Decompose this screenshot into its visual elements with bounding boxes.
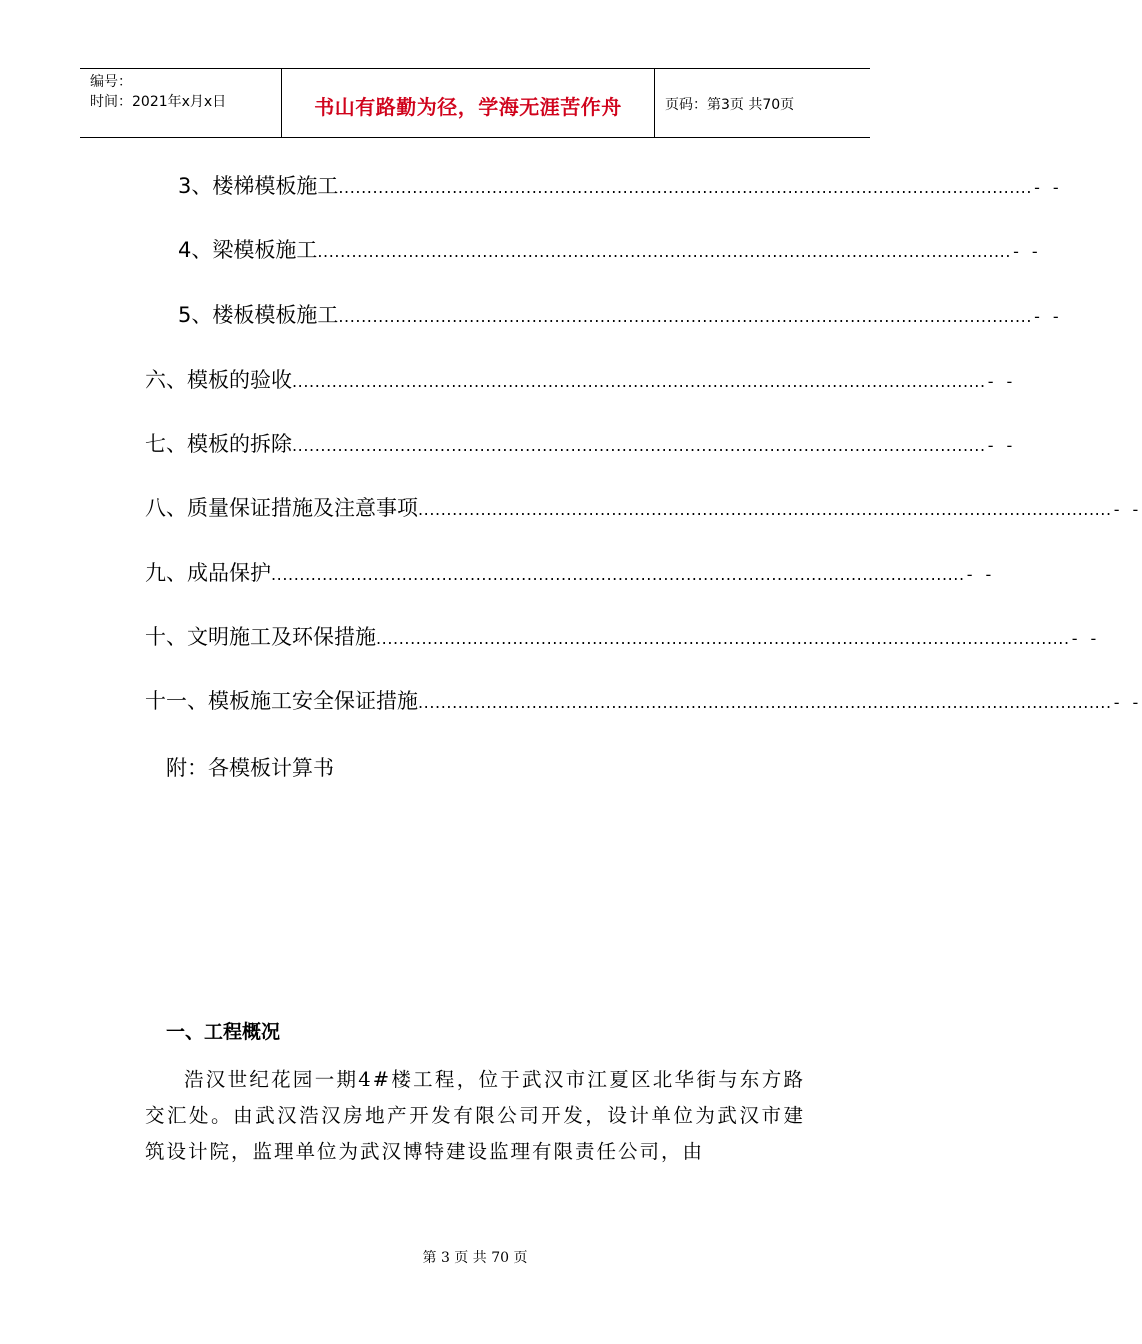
toc-entry-tail: - -: [966, 565, 996, 584]
toc-entry[interactable]: [145, 624, 1101, 652]
toc-entry[interactable]: [145, 431, 1017, 459]
toc-entry-tail: - -: [1034, 178, 1063, 197]
toc-entry-label: 七、模板的拆除: [145, 432, 292, 456]
section-title: 一、工程概况: [166, 1021, 281, 1043]
page-code: 页码：第3页 共70页: [665, 97, 795, 113]
toc-entry-tail: - -: [1013, 242, 1042, 261]
toc-entry[interactable]: [145, 560, 996, 588]
toc-entry-tail: - -: [1113, 500, 1142, 519]
toc-leader-dots: ..........................................................................................................................: [338, 307, 1033, 326]
header-meta-cell: [80, 69, 281, 137]
header-page-cell: [655, 69, 870, 137]
toc-entry-label: 十一、模板施工安全保证措施: [145, 689, 418, 713]
motto-text: 书山有路勤为径，学海无涯苦作舟: [314, 95, 622, 119]
toc-entry-tail: - -: [1113, 693, 1142, 712]
toc-leader-dots: ..........................................................................................................................: [292, 436, 986, 455]
number-label: 编号：: [90, 74, 132, 90]
toc-entry-label: 八、质量保证措施及注意事项: [145, 496, 418, 520]
toc-leader-dots: ..........................................................................................................................: [338, 178, 1033, 197]
toc-entry-label: 六、模板的验收: [145, 368, 292, 392]
toc-entry[interactable]: [145, 688, 1142, 716]
header-motto-cell: [281, 69, 655, 137]
toc-leader-dots: ..........................................................................................................................: [418, 693, 1112, 712]
toc-entry-tail: - -: [987, 372, 1017, 391]
toc-entry[interactable]: [178, 302, 1063, 330]
toc-entry-label: 3、楼梯模板施工: [178, 174, 339, 198]
toc-entry-label: 九、成品保护: [145, 561, 271, 585]
toc-leader-dots: ..........................................................................................................................: [271, 565, 965, 584]
toc-leader-dots: ..........................................................................................................................: [317, 242, 1012, 261]
toc-entry-tail: - -: [1034, 307, 1063, 326]
section-paragraph: 浩汉世纪花园一期4#楼工程，位于武汉市江夏区北华街与东方路交汇处。由武汉浩汉房地产开发有限公司开发，设计单位为武汉市建筑设计院，监理单位为武汉博特建设监理有限责任公司，由: [145, 1068, 805, 1163]
toc-leader-dots: ..........................................................................................................................: [418, 500, 1112, 519]
toc-entry-tail: - -: [1071, 629, 1101, 648]
toc-entry-label: 4、梁模板施工: [178, 238, 318, 262]
toc-leader-dots: ..........................................................................................................................: [292, 372, 986, 391]
toc-entry[interactable]: [178, 237, 1042, 265]
page-header: [80, 68, 870, 138]
appendix-entry: 附：各模板计算书: [166, 756, 334, 780]
toc-leader-dots: ..........................................................................................................................: [376, 629, 1070, 648]
toc-entry[interactable]: [178, 173, 1063, 201]
toc-entry-label: 十、文明施工及环保措施: [145, 625, 376, 649]
toc-entry[interactable]: [145, 367, 1017, 395]
toc-entry-label: 5、楼板模板施工: [178, 303, 339, 327]
page-footer: 第 3 页 共 70 页: [422, 1250, 528, 1266]
toc-entry[interactable]: [145, 495, 1142, 523]
toc-entry-tail: - -: [987, 436, 1017, 455]
time-label: 时间：2021年x月x日: [90, 94, 227, 110]
